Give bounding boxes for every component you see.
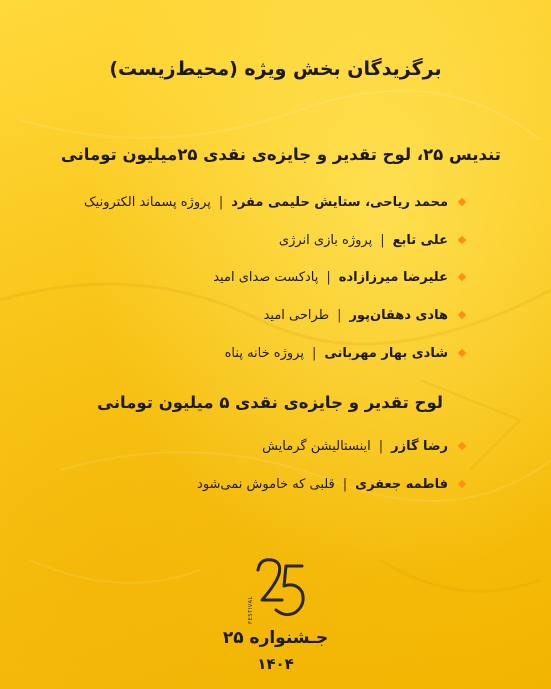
winner-entry <box>20 267 465 287</box>
winner-name: علیرضا میرزازاده <box>338 269 448 285</box>
project-title: پروژه پسماند الکترونیک <box>84 194 211 210</box>
diamond-bullet-icon <box>458 311 466 319</box>
project-title: پادکست صدای امید <box>213 269 319 285</box>
project-title: پروژه خانه پناه <box>224 345 304 361</box>
winner-name: محمد ریاحی، ستایش حلیمی مفرد <box>231 194 448 210</box>
separator: | <box>378 438 384 454</box>
section-heading-second-award: لوح تقدیر و جایزه‌ی نقدی ۵ میلیون تومانی <box>97 393 443 412</box>
separator: | <box>326 269 331 285</box>
separator: | <box>342 476 348 492</box>
logo-word: FESTIVAL <box>248 596 254 624</box>
festival-name: جـشنواره ۲۵ <box>222 628 329 648</box>
diamond-bullet-icon <box>458 273 466 281</box>
project-title: اینستالیشن گرمایش <box>262 438 371 454</box>
project-title: قلبی که خاموش نمی‌شود <box>197 476 335 492</box>
winner-entry <box>20 305 465 325</box>
winner-entry <box>20 230 465 250</box>
winner-entry <box>20 474 465 494</box>
diamond-bullet-icon <box>458 480 466 488</box>
project-title: طراحی امید <box>263 307 330 323</box>
separator: | <box>337 307 342 323</box>
page-title: برگزیدگان بخش ویژه (محیط‌زیست) <box>109 58 442 80</box>
diamond-bullet-icon <box>458 198 466 206</box>
winner-name: هادی دهقان‌پور <box>349 307 448 323</box>
winner-name: شادی بهار مهربانی <box>324 345 448 361</box>
winner-name: علی تابع <box>392 232 448 248</box>
winner-entry <box>20 343 465 363</box>
festival-25-logo-icon <box>246 556 308 626</box>
festival-year: ۱۴۰۴ <box>257 655 294 673</box>
separator: | <box>218 194 224 210</box>
separator: | <box>311 345 317 361</box>
diamond-bullet-icon <box>458 349 466 357</box>
separator: | <box>380 232 385 248</box>
winner-name: رضا گازر <box>391 438 448 454</box>
winner-entry <box>20 192 465 212</box>
winner-name: فاطمه جعفری <box>355 476 448 492</box>
diamond-bullet-icon <box>458 442 466 450</box>
winner-entry <box>20 436 465 456</box>
diamond-bullet-icon <box>458 236 466 244</box>
project-title: پروژه بازی انرژی <box>278 232 373 248</box>
section-heading-top-award: تندیس ۲۵، لوح تقدیر و جایزه‌ی نقدی ۲۵میلیون تومانی <box>60 145 501 164</box>
